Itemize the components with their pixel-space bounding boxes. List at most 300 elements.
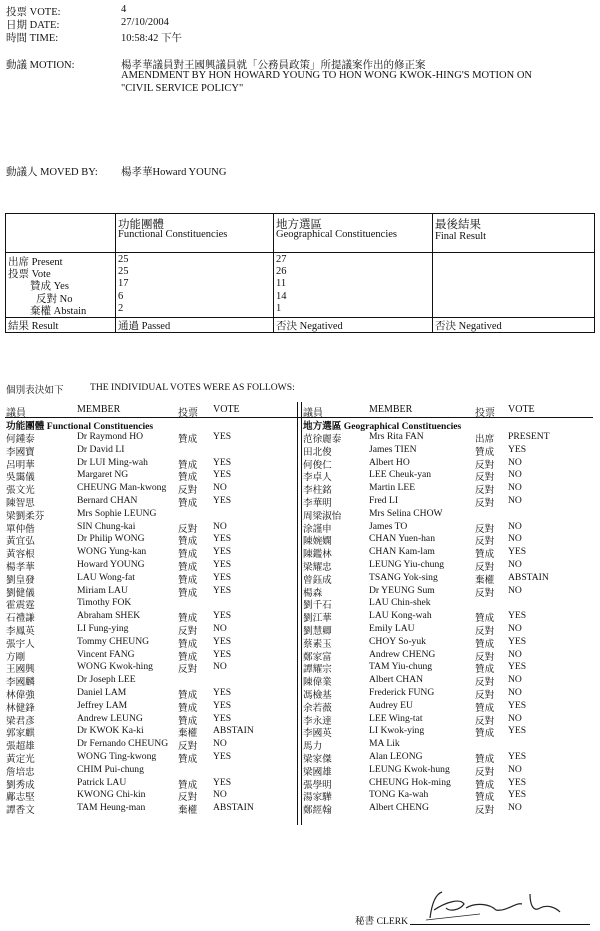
time-label: 時間 TIME: [6, 33, 59, 44]
right-col-vote-zh: 投票 [475, 408, 495, 419]
member-vote-zh: 反對 [178, 626, 198, 637]
member-name-zh: 蔡素玉 [303, 638, 332, 650]
member-name-zh: 田北俊 [303, 446, 332, 458]
summary-fc-value: 6 [118, 291, 124, 302]
summary-row-label: 反對 No [36, 294, 73, 305]
member-name-zh: 李卓人 [303, 472, 332, 484]
right-col-member-en: MEMBER [369, 404, 413, 415]
member-vote-en: YES [508, 789, 527, 801]
member-name-en: CHAN Kam-lam [369, 546, 435, 558]
member-name-en: Jeffrey LAM [77, 699, 128, 711]
member-name-zh: 梁耀忠 [303, 562, 332, 573]
member-vote-row [5, 725, 593, 738]
clerk-label: 秘書 CLERK [355, 916, 409, 927]
summary-gc-value: 14 [276, 291, 287, 302]
member-name-en: Andrew LEUNG [77, 712, 143, 724]
member-name-zh: 譚香文 [6, 805, 35, 817]
member-vote-en: NO [213, 623, 227, 634]
member-vote-row [5, 738, 593, 751]
left-col-vote-en: VOTE [213, 404, 240, 415]
member-vote-zh: 反對 [475, 459, 495, 471]
member-vote-en: NO [508, 482, 522, 494]
member-vote-zh: 贊成 [178, 779, 198, 791]
member-vote-zh: 贊成 [178, 574, 198, 586]
member-name-en: Martin LEE [369, 482, 416, 494]
member-name-zh: 梁家傑 [303, 754, 332, 765]
member-name-zh: 楊森 [303, 587, 323, 599]
member-vote-zh: 反對 [475, 651, 495, 663]
member-name-en: Dr David LI [77, 443, 125, 455]
member-vote-en: YES [213, 776, 232, 788]
member-vote-row [5, 597, 593, 610]
member-vote-en: NO [508, 802, 522, 814]
member-name-zh: 鄭經翰 [303, 805, 332, 817]
member-vote-en: PRESENT [508, 431, 550, 442]
member-name-zh: 陳智思 [6, 498, 35, 509]
member-name-zh: 劉皇發 [6, 574, 35, 586]
member-vote-en: ABSTAIN [213, 725, 254, 737]
member-vote-zh: 贊成 [178, 498, 198, 509]
member-vote-en: YES [213, 699, 232, 711]
member-vote-row [5, 687, 593, 700]
member-name-en: LAU Wong-fat [77, 571, 135, 583]
member-vote-en: YES [508, 610, 527, 622]
member-vote-en: ABSTAIN [508, 571, 549, 583]
member-name-zh: 王國興 [6, 664, 35, 676]
member-name-en: Dr Joseph LEE [77, 674, 136, 686]
member-vote-en: NO [508, 559, 522, 570]
summary-fc-value: 通過 Passed [118, 321, 171, 332]
member-name-en: WONG Kwok-hing [77, 661, 153, 673]
member-vote-zh: 反對 [475, 523, 495, 535]
member-vote-zh: 反對 [475, 485, 495, 497]
member-name-en: Daniel LAM [77, 687, 127, 698]
member-vote-row [5, 508, 593, 521]
summary-final-value: 否決 Negatived [435, 321, 502, 332]
member-vote-en: YES [213, 648, 232, 660]
summary-fc-value: 25 [118, 254, 129, 265]
member-name-zh: 李國麟 [6, 677, 35, 689]
member-vote-row [5, 546, 593, 559]
moved-by-label: 動議人 MOVED BY: [6, 167, 98, 178]
member-vote-en: YES [508, 635, 527, 647]
member-vote-en: NO [213, 789, 227, 801]
member-name-en: LAU Chin-shek [369, 597, 431, 609]
votes-intro-zh: 個別表決如下 [6, 385, 64, 396]
member-name-zh: 馮檢基 [303, 690, 332, 701]
member-name-en: Tommy CHEUNG [77, 635, 150, 647]
member-vote-row [5, 457, 593, 470]
member-name-en: Emily LAU [369, 623, 415, 634]
member-vote-en: YES [508, 443, 527, 455]
member-name-zh: 劉千石 [303, 600, 332, 612]
member-vote-zh: 贊成 [475, 702, 495, 714]
member-name-en: James TIEN [369, 443, 417, 455]
date-label: 日期 DATE: [6, 20, 60, 31]
member-name-zh: 張宇人 [6, 638, 35, 650]
member-vote-en: NO [508, 648, 522, 660]
member-name-en: Mrs Sophie LEUNG [77, 507, 157, 519]
member-name-en: Bernard CHAN [77, 495, 138, 506]
member-name-zh: 譚耀宗 [303, 664, 332, 676]
member-vote-zh: 贊成 [178, 638, 198, 650]
member-name-zh: 石禮謙 [6, 613, 35, 625]
member-name-en: Miriam LAU [77, 584, 128, 596]
member-vote-en: YES [213, 431, 232, 442]
member-name-zh: 李華明 [303, 498, 332, 509]
member-name-zh: 何鍾泰 [6, 434, 35, 445]
member-vote-row [5, 661, 593, 674]
member-vote-en: NO [213, 661, 227, 673]
member-name-en: Dr Fernando CHEUNG [77, 738, 169, 750]
member-name-zh: 楊孝華 [6, 562, 35, 573]
member-name-en: Margaret NG [77, 469, 129, 481]
member-vote-en: YES [213, 469, 232, 481]
member-vote-en: YES [508, 725, 527, 737]
member-name-zh: 方剛 [6, 651, 26, 663]
member-vote-row [5, 777, 593, 790]
member-vote-zh: 反對 [178, 741, 198, 753]
member-vote-en: NO [213, 738, 227, 750]
member-vote-en: YES [213, 687, 232, 698]
member-name-zh: 劉健儀 [6, 587, 35, 599]
votes-table [5, 402, 593, 825]
member-vote-zh: 贊成 [178, 754, 198, 765]
member-name-zh: 張超雄 [6, 741, 35, 753]
member-name-zh: 余若薇 [303, 702, 332, 714]
member-vote-row [5, 713, 593, 726]
member-name-en: Mrs Rita FAN [369, 431, 424, 442]
member-name-en: SIN Chung-kai [77, 520, 136, 532]
member-name-zh: 張文光 [6, 485, 35, 497]
member-vote-en: YES [213, 546, 232, 558]
member-vote-row [5, 585, 593, 598]
member-vote-zh: 贊成 [178, 587, 198, 599]
member-vote-zh: 棄權 [475, 574, 495, 586]
member-name-zh: 劉江華 [303, 613, 332, 625]
member-name-zh: 劉慧卿 [303, 626, 332, 637]
member-vote-en: YES [508, 776, 527, 788]
member-vote-en: NO [508, 623, 522, 634]
member-vote-en: YES [213, 571, 232, 583]
right-col-vote-en: VOTE [508, 404, 535, 415]
member-name-zh: 陳偉業 [303, 677, 332, 689]
member-name-en: TAM Heung-man [77, 802, 146, 814]
member-name-en: TSANG Yok-sing [369, 571, 438, 583]
member-name-zh: 霍震霆 [6, 600, 35, 612]
member-vote-en: YES [213, 495, 232, 506]
member-vote-row [5, 700, 593, 713]
member-vote-row [5, 649, 593, 662]
member-name-en: Albert CHENG [369, 802, 429, 814]
left-col-member-zh: 議員 [6, 408, 26, 419]
member-name-en: LEUNG Kwok-hung [369, 763, 450, 775]
member-name-en: CHAN Yuen-han [369, 533, 435, 545]
member-name-zh: 郭家麒 [6, 728, 35, 740]
member-vote-en: YES [213, 456, 232, 468]
member-name-en: Howard YOUNG [77, 559, 145, 570]
motion-title-en-1: AMENDMENT BY HON HOWARD YOUNG TO HON WONG KWOK-HING'S MOTION ON [121, 70, 532, 81]
member-vote-row [5, 559, 593, 572]
member-name-zh: 曾鈺成 [303, 574, 332, 586]
member-name-zh: 李鳳英 [6, 626, 35, 637]
member-name-zh: 梁國雄 [303, 766, 332, 778]
member-name-en: LAU Kong-wah [369, 610, 432, 622]
member-vote-row [5, 521, 593, 534]
time-value: 10:58:42 下午 [121, 33, 182, 44]
member-name-en: MA Lik [369, 738, 400, 750]
member-vote-en: NO [213, 520, 227, 532]
member-name-en: Dr YEUNG Sum [369, 584, 435, 596]
member-name-en: Dr LUI Ming-wah [77, 456, 148, 468]
member-vote-en: NO [508, 456, 522, 468]
member-vote-en: YES [213, 712, 232, 724]
member-vote-zh: 贊成 [475, 779, 495, 791]
member-vote-row [5, 674, 593, 687]
member-name-en: Dr Raymond HO [77, 431, 144, 442]
summary-gc-value: 11 [276, 278, 287, 289]
member-name-en: James TO [369, 520, 408, 532]
member-vote-zh: 贊成 [178, 613, 198, 625]
member-name-en: Andrew CHENG [369, 648, 436, 660]
vote-number-label: 投票 VOTE: [6, 7, 61, 18]
member-name-zh: 林健鋒 [6, 702, 35, 714]
member-name-zh: 范徐麗泰 [303, 434, 342, 445]
member-vote-zh: 贊成 [178, 715, 198, 727]
member-name-en: WONG Yung-kan [77, 546, 147, 558]
member-name-en: Dr KWOK Ka-ki [77, 725, 144, 737]
member-vote-en: NO [508, 674, 522, 686]
summary-row-label: 贊成 Yes [30, 281, 69, 292]
member-vote-zh: 反對 [178, 523, 198, 535]
member-vote-en: ABSTAIN [213, 802, 254, 814]
member-name-en: Patrick LAU [77, 776, 127, 788]
member-name-zh: 林偉強 [6, 690, 35, 701]
member-vote-zh: 反對 [475, 766, 495, 778]
member-name-zh: 陳婉嫻 [303, 536, 332, 548]
summary-row-label: 出席 Present [8, 257, 63, 268]
member-name-en: Audrey EU [369, 699, 413, 711]
member-vote-en: YES [213, 533, 232, 545]
member-vote-zh: 反對 [475, 536, 495, 548]
member-vote-zh: 棄權 [178, 805, 198, 817]
motion-title-en-2: "CIVIL SERVICE POLICY" [121, 83, 244, 94]
member-name-zh: 梁劉柔芬 [6, 510, 45, 522]
member-vote-zh: 贊成 [475, 613, 495, 625]
votes-intro-en: THE INDIVIDUAL VOTES WERE AS FOLLOWS: [90, 382, 295, 393]
member-vote-zh: 贊成 [178, 702, 198, 714]
left-col-member-en: MEMBER [77, 404, 121, 415]
summary-row-label: 結果 Result [8, 321, 59, 332]
member-vote-zh: 贊成 [475, 792, 495, 804]
member-vote-en: YES [508, 699, 527, 711]
summary-gc-value: 27 [276, 254, 287, 265]
member-vote-row [5, 610, 593, 623]
member-vote-zh: 贊成 [475, 754, 495, 765]
summary-row-label: 棄權 Abstain [30, 306, 87, 317]
member-name-zh: 鄺志堅 [6, 792, 35, 804]
member-name-zh: 單仲偕 [6, 523, 35, 535]
member-name-en: KWONG Chi-kin [77, 789, 146, 801]
member-vote-zh: 贊成 [475, 664, 495, 676]
member-vote-en: YES [213, 584, 232, 596]
member-name-zh: 呂明華 [6, 459, 35, 471]
motion-title-zh: 楊孝華議員對王國興議員就「公務員政策」所提議案作出的修正案 [121, 60, 426, 71]
member-vote-zh: 反對 [475, 677, 495, 689]
member-vote-en: YES [213, 610, 232, 622]
member-vote-en: NO [508, 520, 522, 532]
member-vote-en: NO [508, 763, 522, 775]
member-name-zh: 劉秀成 [6, 779, 35, 791]
member-name-en: LEE Cheuk-yan [369, 469, 432, 481]
member-vote-zh: 反對 [475, 715, 495, 727]
summary-fc-value: 25 [118, 266, 129, 277]
member-vote-en: YES [508, 751, 527, 762]
member-vote-row [5, 623, 593, 636]
member-name-zh: 黃容根 [6, 549, 35, 561]
member-name-zh: 涂謹申 [303, 523, 332, 535]
member-name-en: Albert HO [369, 456, 410, 468]
member-name-zh: 黃定光 [6, 754, 35, 765]
member-name-en: Frederick FUNG [369, 687, 435, 698]
moved-by-value: 楊孝華Howard YOUNG [121, 167, 227, 178]
member-vote-zh: 贊成 [178, 536, 198, 548]
member-name-zh: 吳靄儀 [6, 472, 35, 484]
member-vote-zh: 贊成 [178, 434, 198, 445]
member-name-en: TAM Yiu-chung [369, 661, 433, 673]
member-vote-zh: 反對 [475, 472, 495, 484]
summary-gc-value: 1 [276, 303, 282, 314]
member-name-en: CHIM Pui-chung [77, 763, 144, 775]
member-vote-row [5, 495, 593, 508]
member-vote-zh: 棄權 [178, 728, 198, 740]
member-name-en: Abraham SHEK [77, 610, 141, 622]
member-vote-en: NO [508, 712, 522, 724]
member-vote-zh: 反對 [475, 805, 495, 817]
member-name-en: Mrs Selina CHOW [369, 507, 443, 519]
member-vote-row [5, 572, 593, 585]
member-name-en: Dr Philip WONG [77, 533, 145, 545]
motion-label: 動議 MOTION: [6, 60, 75, 71]
member-vote-zh: 贊成 [475, 549, 495, 561]
summary-col-final-en: Final Result [435, 231, 487, 242]
member-vote-zh: 贊成 [178, 651, 198, 663]
member-vote-zh: 出席 [475, 434, 495, 445]
member-name-zh: 李柱銘 [303, 485, 332, 497]
member-name-en: CHEUNG Man-kwong [77, 482, 167, 494]
member-vote-zh: 贊成 [475, 728, 495, 740]
member-vote-en: YES [508, 661, 527, 673]
summary-col-fc-zh: 功能團體 [118, 219, 164, 231]
member-name-zh: 張學明 [303, 779, 332, 791]
member-name-en: LI Fung-ying [77, 623, 129, 634]
member-vote-zh: 反對 [475, 626, 495, 637]
member-vote-zh: 反對 [178, 664, 198, 676]
member-vote-zh: 反對 [475, 587, 495, 599]
summary-fc-value: 17 [118, 278, 129, 289]
member-name-en: TONG Ka-wah [369, 789, 429, 801]
member-vote-en: YES [213, 751, 232, 762]
member-vote-row [5, 764, 593, 777]
member-vote-zh: 贊成 [178, 562, 198, 573]
member-vote-zh: 反對 [475, 690, 495, 701]
member-vote-row [5, 751, 593, 764]
member-name-en: LEE Wing-tat [369, 712, 423, 724]
member-vote-zh: 反對 [178, 485, 198, 497]
member-name-zh: 李國英 [303, 728, 332, 740]
member-vote-row [5, 431, 593, 444]
summary-col-gc-en: Geographical Constituencies [276, 229, 398, 240]
member-vote-row [5, 482, 593, 495]
member-vote-en: NO [508, 469, 522, 481]
member-name-zh: 黃宜弘 [6, 536, 35, 548]
summary-col-final-zh: 最後結果 [435, 219, 481, 231]
member-name-zh: 馬力 [303, 741, 323, 753]
member-vote-zh: 贊成 [178, 472, 198, 484]
member-name-en: Fred LI [369, 495, 399, 506]
member-name-en: Timothy FOK [77, 597, 132, 609]
summary-fc-value: 2 [118, 303, 124, 314]
member-name-zh: 湯家驊 [303, 792, 332, 804]
member-name-zh: 詹培忠 [6, 766, 35, 778]
member-vote-en: YES [213, 635, 232, 647]
right-section-title: 地方選區 Geographical Constituencies [303, 421, 462, 432]
member-name-zh: 李永達 [303, 715, 332, 727]
member-vote-row [5, 444, 593, 457]
member-name-en: LI Kwok-ying [369, 725, 425, 737]
member-vote-en: NO [508, 533, 522, 545]
left-col-vote-zh: 投票 [178, 408, 198, 419]
summary-gc-value: 26 [276, 266, 287, 277]
member-name-en: Albert CHAN [369, 674, 424, 686]
member-vote-en: NO [213, 482, 227, 494]
member-name-zh: 何俊仁 [303, 459, 332, 471]
summary-col-fc-en: Functional Constituencies [118, 229, 228, 240]
member-vote-row [5, 469, 593, 482]
summary-row-label: 投票 Vote [8, 269, 51, 280]
member-vote-zh: 贊成 [475, 446, 495, 458]
member-name-zh: 梁君彥 [6, 715, 35, 727]
member-vote-en: YES [508, 546, 527, 558]
member-vote-row [5, 533, 593, 546]
date-value: 27/10/2004 [121, 17, 169, 28]
member-name-en: CHEUNG Hok-ming [369, 776, 451, 788]
member-vote-en: NO [508, 495, 522, 506]
clerk-signature [420, 888, 580, 924]
member-name-en: Vincent FANG [77, 648, 135, 660]
member-vote-zh: 反對 [475, 498, 495, 509]
member-name-en: WONG Ting-kwong [77, 751, 157, 762]
vote-number-value: 4 [121, 4, 127, 15]
member-vote-en: YES [213, 559, 232, 570]
member-vote-zh: 反對 [475, 562, 495, 573]
member-name-zh: 李國寶 [6, 446, 35, 458]
member-name-en: CHOY So-yuk [369, 635, 426, 647]
right-col-member-zh: 議員 [303, 408, 323, 419]
member-vote-en: NO [508, 584, 522, 596]
member-vote-zh: 贊成 [178, 549, 198, 561]
member-name-en: LEUNG Yiu-chung [369, 559, 445, 570]
left-section-title: 功能團體 Functional Constituencies [6, 421, 154, 432]
member-vote-zh: 反對 [178, 792, 198, 804]
summary-table [5, 213, 595, 333]
member-vote-zh: 贊成 [475, 638, 495, 650]
summary-col-gc-zh: 地方選區 [276, 219, 322, 231]
member-vote-row [5, 789, 593, 802]
member-vote-zh: 贊成 [178, 459, 198, 471]
member-vote-zh: 贊成 [178, 690, 198, 701]
member-name-zh: 周梁淑怡 [303, 510, 342, 522]
